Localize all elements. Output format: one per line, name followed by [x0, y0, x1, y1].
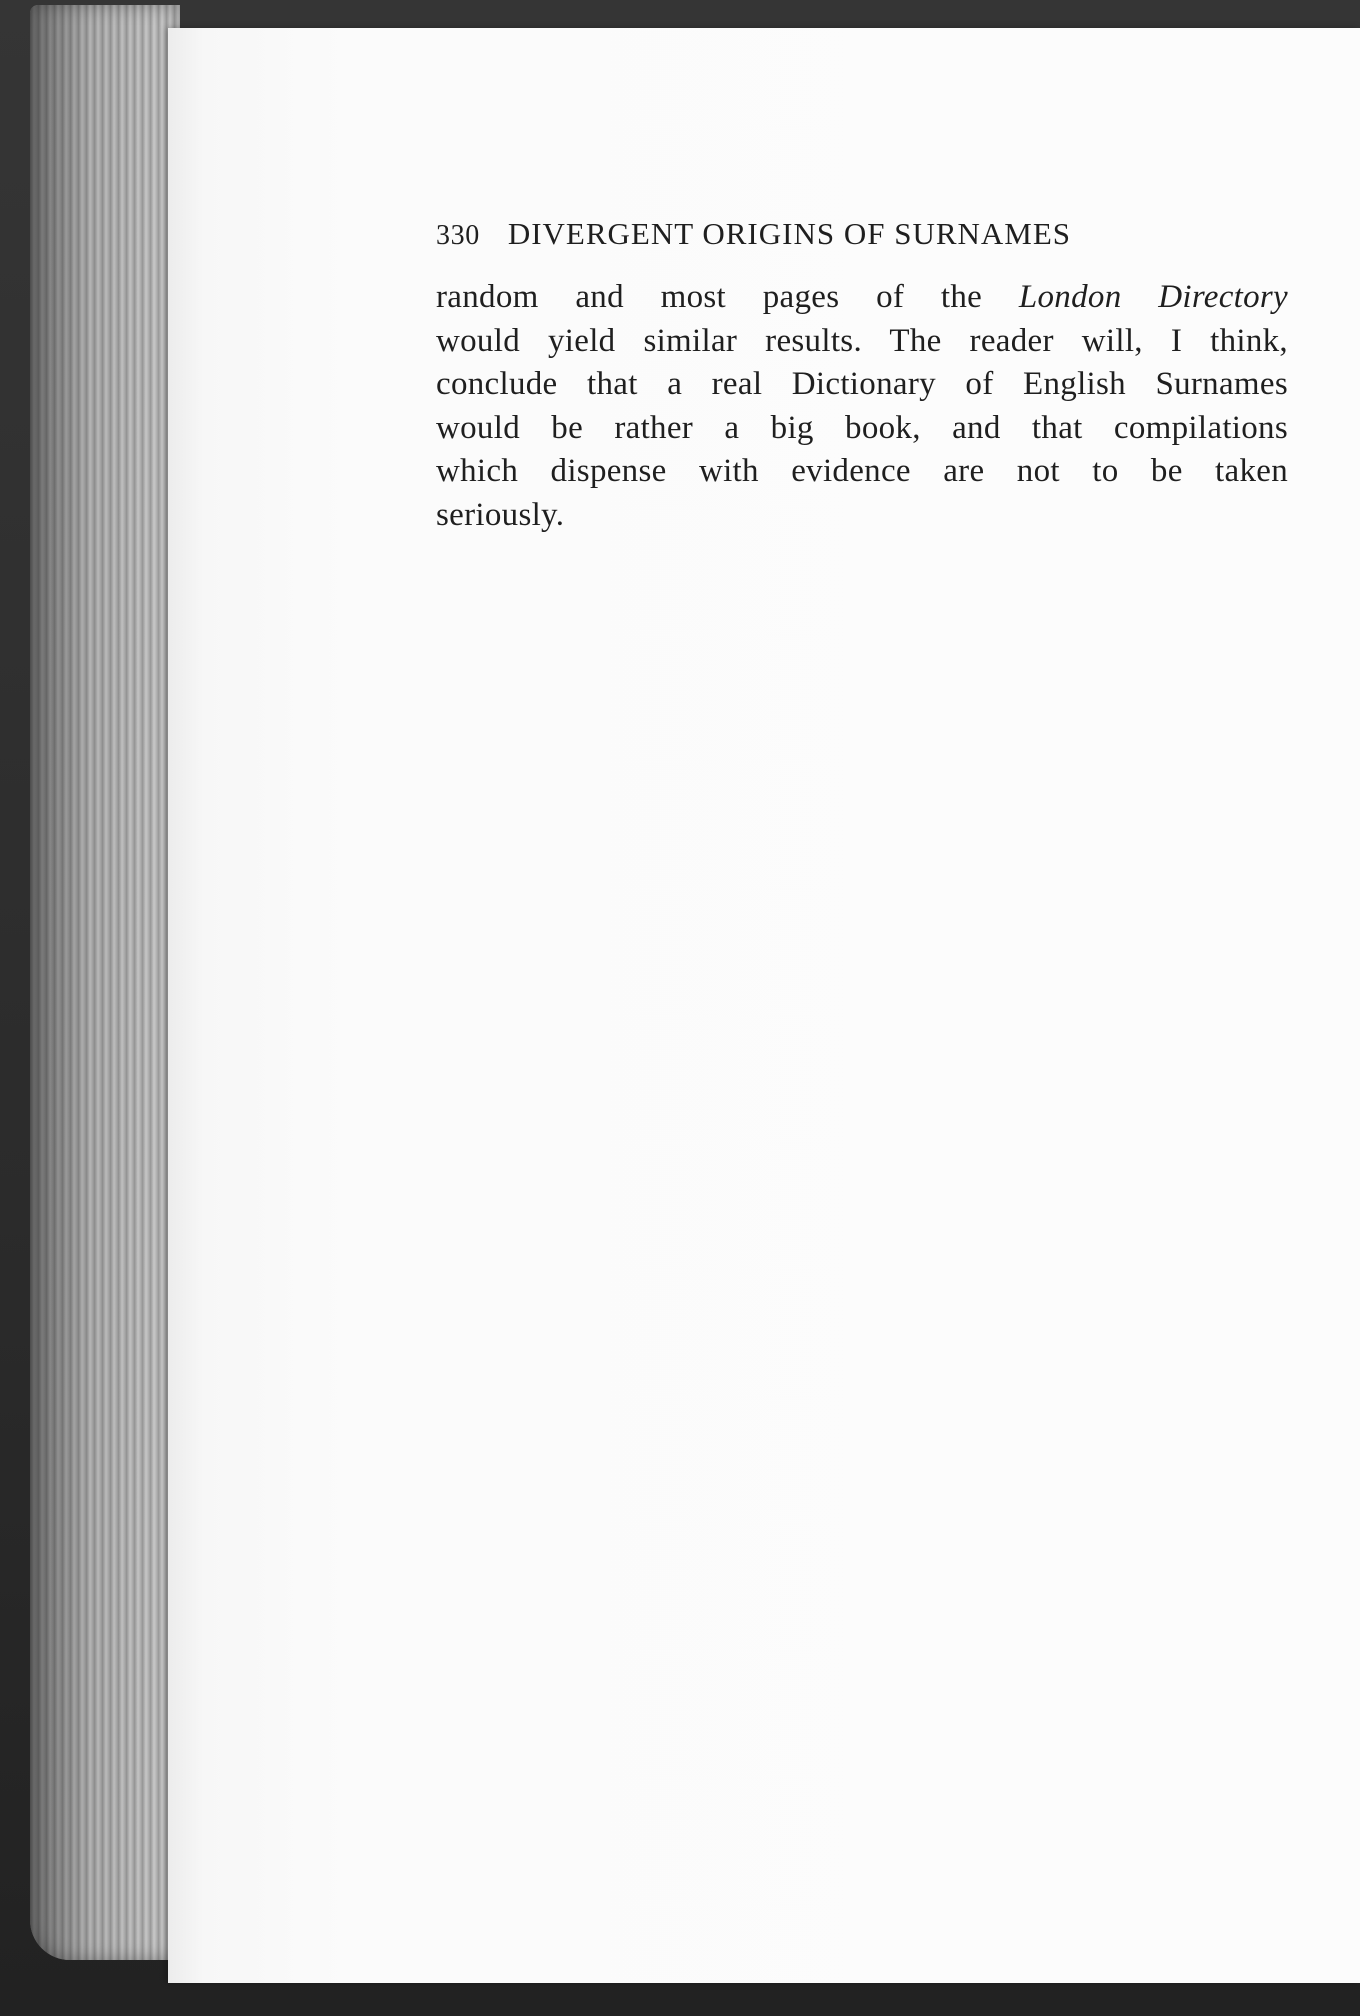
text-line: conclude that a real Dictionary of English Surnames: [436, 366, 1288, 402]
text-line: which dispense with evidence are not to be taken: [436, 453, 1288, 489]
running-title: DIVERGENT ORIGINS OF SURNAMES: [507, 216, 1072, 251]
text-line: would yield similar results. The reader will, I think,: [436, 322, 1288, 359]
book-page: [168, 28, 1360, 1983]
page-number: 330: [436, 220, 480, 251]
text-line: [436, 276, 1288, 320]
body-paragraph: [436, 276, 1288, 537]
text-line: would be rather a big book, and that compilations: [436, 409, 1288, 446]
page-edges-shadow: [30, 5, 180, 1960]
running-head: [436, 216, 1288, 254]
page-content: [436, 216, 1288, 537]
text-line-segment: random and most pages of the: [436, 279, 1019, 315]
italic-title: London Directory: [1018, 279, 1288, 315]
text-line: seriously.: [436, 496, 565, 533]
